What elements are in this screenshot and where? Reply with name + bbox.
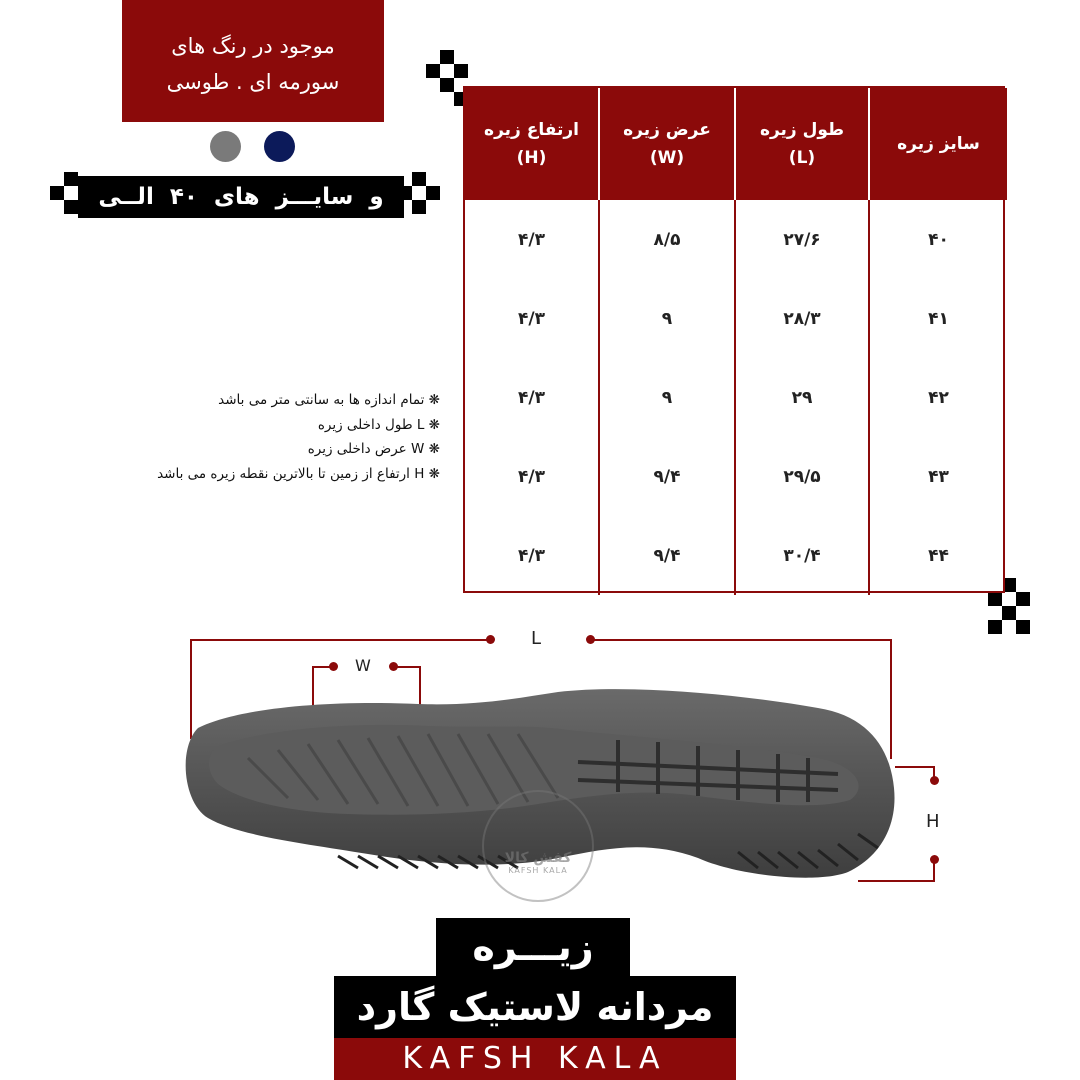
cell-size: ۴۱ bbox=[869, 279, 1007, 358]
cell-size: ۴۴ bbox=[869, 516, 1007, 595]
cell-size: ۴۳ bbox=[869, 437, 1007, 516]
cell-length: ۲۷/۶ bbox=[735, 200, 869, 279]
brand-watermark bbox=[482, 790, 594, 902]
note-item: ❋ W عرض داخلی زیره bbox=[307, 441, 440, 457]
header-width: عرض زیره (W) bbox=[599, 88, 735, 200]
navy-color-swatch bbox=[264, 131, 295, 162]
header-length: طول زیره (L) bbox=[735, 88, 869, 200]
width-label: W bbox=[355, 656, 371, 675]
length-line-left bbox=[190, 639, 490, 641]
cell-size: ۴۰ bbox=[869, 200, 1007, 279]
colors-available-box bbox=[122, 0, 384, 122]
measurement-notes bbox=[120, 388, 440, 486]
height-dot-top bbox=[930, 776, 939, 785]
cell-height: ۴/۳ bbox=[518, 545, 545, 566]
product-title-line-2: مردانه لاستیک گارد bbox=[334, 976, 736, 1038]
table-row bbox=[465, 437, 1007, 516]
cell-length: ۲۸/۳ bbox=[735, 279, 869, 358]
gray-color-swatch bbox=[210, 131, 241, 162]
cell-width: ۸/۵ bbox=[599, 200, 735, 279]
width-line-right bbox=[393, 666, 421, 668]
cell-width: ۹/۴ bbox=[599, 437, 735, 516]
table-header-row bbox=[465, 88, 1007, 200]
length-dot-left bbox=[486, 635, 495, 644]
checker-decoration-right bbox=[398, 172, 454, 228]
note-item: ❋ L طول داخلی زیره bbox=[317, 416, 440, 433]
size-table bbox=[463, 86, 1005, 593]
cell-width: ۹/۴ bbox=[599, 516, 735, 595]
watermark-name: کفش کالا bbox=[504, 850, 572, 866]
table-row bbox=[465, 516, 1007, 595]
cell-height: ۴/۳ bbox=[518, 387, 545, 408]
colors-line-1: موجود در رنگ های bbox=[171, 34, 335, 58]
note-item: ❋ H ارتفاع از زمین تا بالاترین نقطه زیره می باشد bbox=[157, 465, 440, 482]
cell-length: ۲۹ bbox=[735, 358, 869, 437]
cell-width: ۹ bbox=[599, 279, 735, 358]
cell-length: ۳۰/۴ bbox=[735, 516, 869, 595]
header-height: ارتفاع زیره (H) bbox=[465, 88, 599, 200]
cell-height: ۴/۳ bbox=[518, 229, 545, 250]
sizes-banner: و سایـــز های ۴۰ الــی ۴۴ bbox=[78, 176, 404, 218]
table-row bbox=[465, 279, 1007, 358]
cell-height: ۴/۳ bbox=[518, 466, 545, 487]
cell-length: ۲۹/۵ bbox=[735, 437, 869, 516]
cell-width: ۹ bbox=[599, 358, 735, 437]
checker-decoration-left bbox=[50, 172, 106, 228]
colors-line-2: سورمه ای . طوسی bbox=[166, 70, 340, 94]
brand-name-banner: KAFSH KALA bbox=[334, 1038, 736, 1080]
table-row bbox=[465, 200, 1007, 279]
height-label: H bbox=[926, 811, 940, 832]
watermark-sub: KAFSH KALA bbox=[508, 866, 568, 875]
product-title-line-1: زیـــره bbox=[436, 918, 630, 976]
table-row bbox=[465, 358, 1007, 437]
height-line-bottom-drop bbox=[933, 862, 935, 882]
cell-height: ۴/۳ bbox=[518, 308, 545, 329]
width-dot-left bbox=[329, 662, 338, 671]
length-line-right bbox=[590, 639, 892, 641]
note-item: ❋ تمام اندازه ها به سانتی متر می باشد bbox=[218, 392, 440, 408]
cell-size: ۴۲ bbox=[869, 358, 1007, 437]
header-size: سایز زیره bbox=[869, 88, 1007, 200]
length-label: L bbox=[531, 628, 542, 649]
